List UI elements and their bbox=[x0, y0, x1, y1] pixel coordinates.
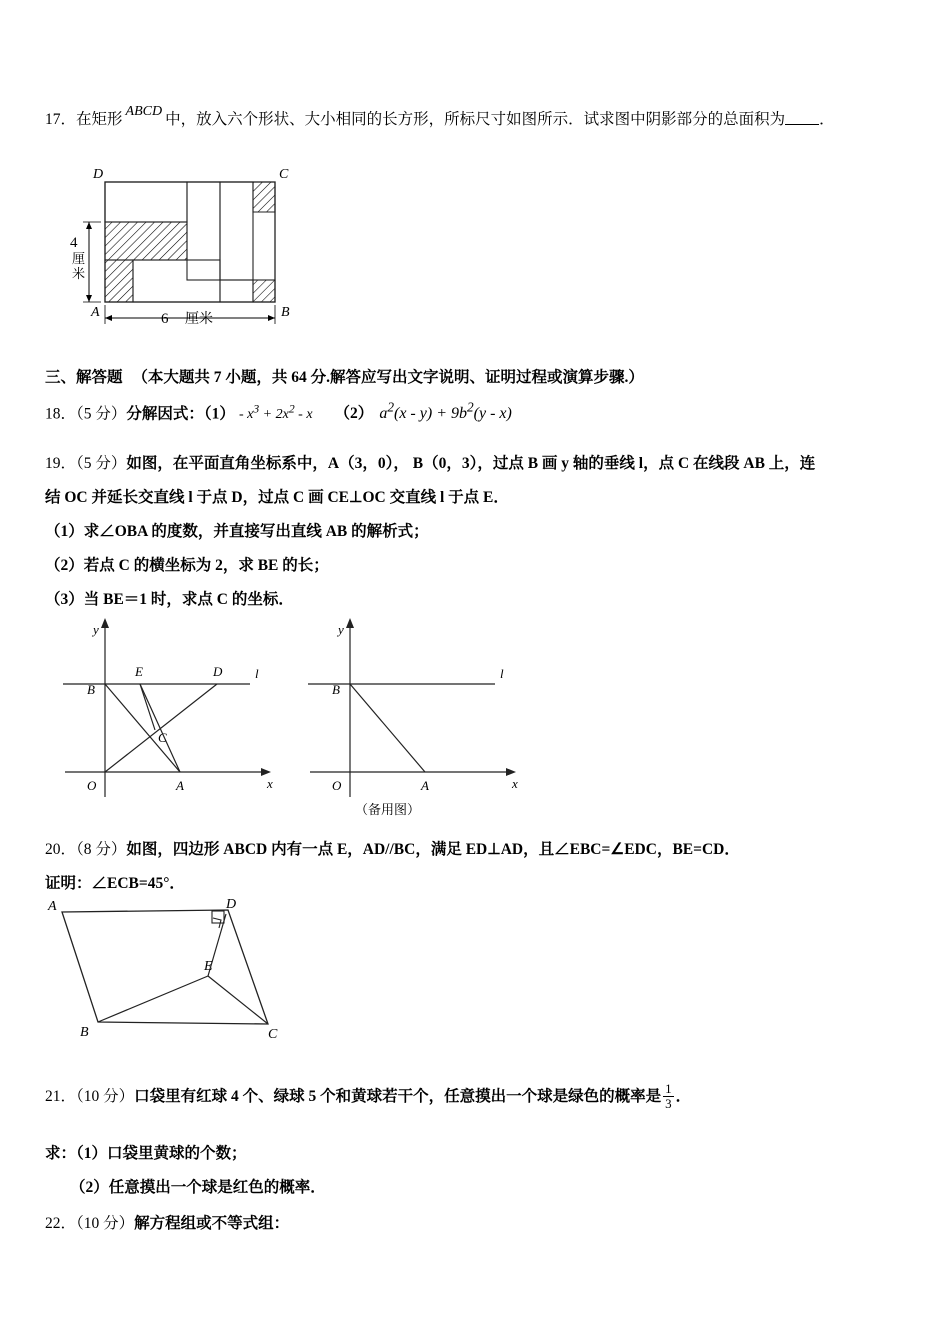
question-20-line2: 证明：∠ECB=45°． bbox=[45, 875, 185, 892]
svg-text:B: B bbox=[332, 682, 340, 697]
svg-text:A: A bbox=[91, 305, 100, 320]
q17-bottom-dim-number: 6 bbox=[161, 311, 169, 327]
question-22 bbox=[45, 1212, 289, 1236]
svg-text:D: D bbox=[213, 664, 223, 679]
q18-part1-math: - $x^3 + 2x^2 - x$ bbox=[238, 402, 313, 423]
svg-text:B: B bbox=[80, 1025, 89, 1040]
question-19-sub2: （2）若点 C 的横坐标为 2，求 BE 的长； bbox=[45, 557, 329, 574]
svg-text:l: l bbox=[500, 666, 504, 681]
q21-number: 21． bbox=[45, 1088, 77, 1106]
q22-number: 22． bbox=[45, 1215, 77, 1232]
section-3-title: 三、解答题 bbox=[45, 369, 123, 386]
q21-ask-label: 求： bbox=[45, 1145, 77, 1162]
q20-line1: 如图，四边形 ABCD 内有一点 E，AD//BC，满足 ED⊥AD，且∠EBC=∠EDC，BE=CD． bbox=[126, 841, 740, 858]
svg-text:O: O bbox=[87, 778, 97, 793]
section-3-detail: （本大题共 7 小题，共 64 分.解答应写出文字说明、证明过程或演算步骤.） bbox=[132, 369, 644, 386]
q19-line1: 如图，在平面直角坐标系中，A（3，0）， B（0，3），过点 B 画 y 轴的垂线 l，点 C 在线段 AB 上，连 bbox=[126, 455, 816, 472]
q18-part2-math: $a^2(x - y) + 9b^2(y - x)$ bbox=[379, 400, 512, 423]
svg-text:B: B bbox=[87, 682, 95, 697]
q21-text-before: 口袋里有红球 4 个、绿球 5 个和黄球若干个，任意摸出一个球是绿色的概率是 bbox=[134, 1088, 662, 1106]
q17-answer-blank[interactable] bbox=[785, 109, 819, 125]
question-20-line1 bbox=[45, 838, 925, 862]
svg-text:B: B bbox=[281, 305, 290, 320]
svg-text:y: y bbox=[93, 622, 99, 637]
question-19-sub1: （1）求∠OBA 的度数，并直接写出直线 AB 的解析式； bbox=[45, 523, 429, 540]
svg-text:D: D bbox=[226, 898, 237, 912]
svg-text:E: E bbox=[204, 959, 213, 974]
svg-text:x: x bbox=[512, 776, 518, 791]
q17-bottom-dim-unit: 厘米 bbox=[185, 310, 213, 326]
question-17 bbox=[45, 104, 915, 132]
q17-left-dim-unit: 厘米 bbox=[72, 251, 86, 281]
q19-figure-caption: （备用图） bbox=[355, 802, 421, 817]
q18-number: 18． bbox=[45, 405, 77, 423]
q21-fraction bbox=[663, 1082, 674, 1110]
q19-score: （5 分） bbox=[76, 455, 127, 472]
q19-figure-left bbox=[45, 612, 285, 807]
q18-part1-label: （1） bbox=[203, 405, 235, 423]
q21-fraction-numerator: 1 bbox=[665, 1081, 672, 1096]
question-21 bbox=[45, 1082, 925, 1110]
q17-number: 17． bbox=[45, 111, 77, 128]
question-19-sub3: （3）当 BE＝1 时，求点 C 的坐标． bbox=[45, 591, 294, 608]
svg-text:D: D bbox=[93, 167, 104, 182]
q18-text: 分解因式： bbox=[126, 405, 204, 423]
q20-figure bbox=[40, 898, 370, 1043]
svg-text:E: E bbox=[135, 664, 143, 679]
question-19-line2: 结 OC 并延长交直线 l 于点 D，过点 C 画 CE⊥OC 交直线 l 于点 E． bbox=[45, 489, 509, 506]
svg-text:C: C bbox=[268, 1027, 278, 1042]
q19-number: 19． bbox=[45, 455, 77, 472]
q17-left-dim-number: 4 bbox=[70, 235, 78, 251]
q17-sup-abcd: ABCD bbox=[125, 104, 163, 119]
q18-score: （5 分） bbox=[76, 405, 127, 423]
q21-score: （10 分） bbox=[76, 1088, 135, 1106]
q17-tail: ． bbox=[819, 111, 835, 128]
svg-text:l: l bbox=[255, 666, 259, 681]
q21-sub1: （1）口袋里黄球的个数； bbox=[76, 1145, 247, 1162]
q22-text: 解方程组或不等式组： bbox=[134, 1215, 290, 1232]
svg-text:C: C bbox=[158, 730, 167, 745]
q17-text-after: 中，放入六个形状、大小相同的长方形，所标尺寸如图所示．试求图中阴影部分的总面积为 bbox=[165, 111, 786, 128]
svg-text:O: O bbox=[332, 778, 342, 793]
q18-part2-label: （2） bbox=[334, 405, 374, 423]
q20-number: 20． bbox=[45, 841, 77, 858]
q22-score: （10 分） bbox=[76, 1215, 135, 1232]
svg-text:C: C bbox=[279, 167, 289, 182]
q21-text-after: ． bbox=[675, 1088, 692, 1106]
q19-figure-right bbox=[290, 612, 530, 807]
svg-text:A: A bbox=[421, 778, 429, 793]
svg-text:A: A bbox=[48, 899, 57, 914]
q17-text-before: 在矩形 bbox=[76, 111, 123, 128]
q21-fraction-denominator: 3 bbox=[665, 1095, 672, 1111]
question-18 bbox=[45, 398, 925, 427]
q20-score: （8 分） bbox=[76, 841, 127, 858]
section-3-heading bbox=[45, 366, 644, 390]
svg-text:A: A bbox=[176, 778, 184, 793]
question-21-sub2: （2）任意摸出一个球是红色的概率． bbox=[70, 1179, 326, 1196]
question-19-line1 bbox=[45, 452, 925, 476]
svg-text:x: x bbox=[267, 776, 273, 791]
svg-text:y: y bbox=[338, 622, 344, 637]
question-21-ask bbox=[45, 1142, 247, 1166]
